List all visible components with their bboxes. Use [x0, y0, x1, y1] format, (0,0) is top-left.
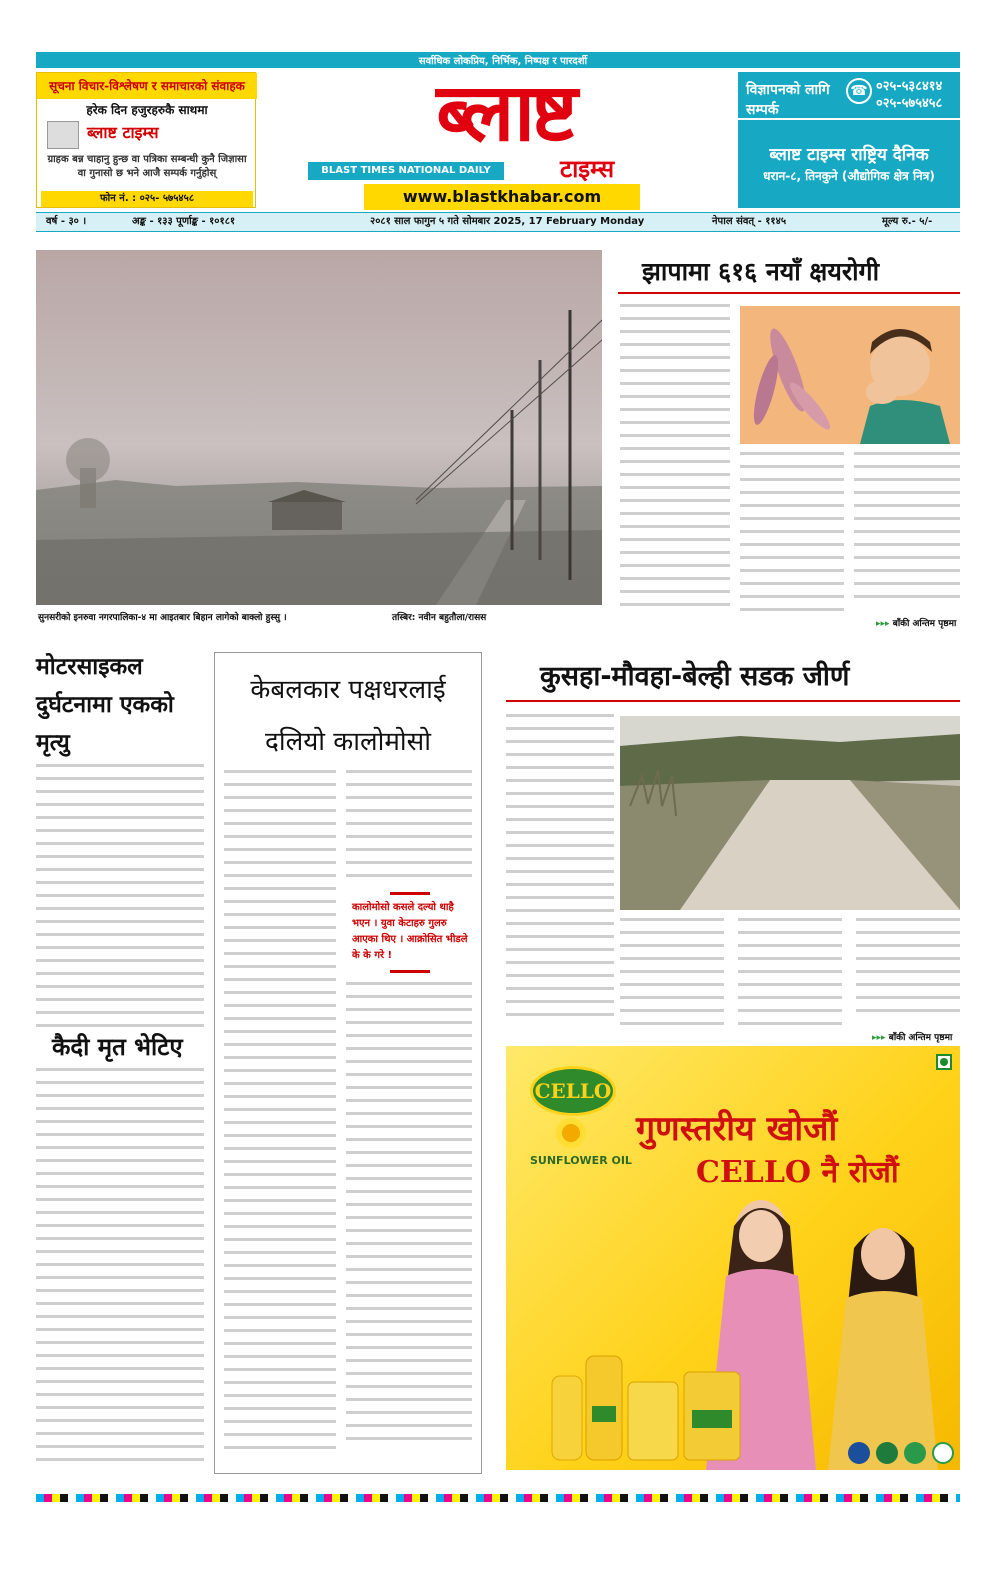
- advert-phones: [876, 78, 942, 112]
- subscription-ad-phone: फोन नं. : ०२५- ५७५४५८: [41, 191, 253, 207]
- tb-story-continued: [876, 616, 956, 629]
- tb-story-text-col2: [740, 452, 844, 616]
- prisoner-story-text: [36, 1068, 204, 1470]
- cello-brand-badge: CELLO: [530, 1066, 616, 1116]
- tb-story-text: [620, 304, 730, 616]
- road-story-text-col3: [738, 918, 842, 1036]
- cable-story-text-col2: [346, 770, 472, 890]
- print-registration-bar: [36, 1494, 960, 1502]
- oil-products: [546, 1346, 746, 1464]
- advert-phone-2: ०२५-५७५४५८: [876, 96, 943, 111]
- certification-icon: [876, 1442, 898, 1464]
- cello-slogan-2: CELLO नै रोजौं: [696, 1155, 899, 1190]
- cable-story-text-col3: [346, 982, 472, 1460]
- advert-contact-title: विज्ञापनको लागि सम्पर्क: [746, 82, 830, 118]
- certification-icon: [932, 1442, 954, 1464]
- cable-story-headline: केबलकार पक्षधरलाई दलियो कालोमोसो: [250, 675, 446, 757]
- advert-phone-1: ०२५-५३८४१४: [876, 79, 943, 94]
- subscription-ad-line2: हरेक दिन हजुरहरुकै साथमा: [86, 103, 208, 117]
- certification-icons: [848, 1442, 958, 1466]
- subscription-ad-brand: ब्लाष्ट टाइम्स: [87, 123, 159, 142]
- road-story-text-col4: [856, 918, 960, 1024]
- cable-pullquote-rule-bottom: [390, 970, 430, 973]
- website-link[interactable]: www.blastkhabar.com: [364, 184, 640, 210]
- phone-icon: ☎: [846, 78, 872, 104]
- advert-contact-box: [738, 72, 960, 208]
- tb-story-headline: झापामा ६१६ नयाँ क्षयरोगी: [642, 257, 880, 286]
- road-story-headline: कुसहा-मौवहा-बेल्ही सडक जीर्ण: [540, 661, 850, 692]
- fog-photo: [36, 250, 602, 605]
- continued-arrows: ▸▸▸: [872, 1033, 889, 1043]
- cable-pullquote-rule: [390, 892, 430, 895]
- road-story-text-col2: [620, 918, 724, 1036]
- sunflower-icon: [556, 1118, 586, 1148]
- veg-mark-dot: [940, 1058, 948, 1066]
- newspaper-icon: [47, 121, 79, 149]
- prisoner-story-headline: कैदी मृत भेटिए: [52, 1033, 183, 1061]
- masthead-tagline: सर्वाधिक लोकप्रिय, निर्भिक, निष्पक्ष र पारदर्शी: [418, 56, 588, 67]
- tb-story-text-col3: [854, 452, 960, 608]
- certification-icon: [904, 1442, 926, 1464]
- cable-story-text: [224, 770, 336, 1460]
- road-story-text: [506, 714, 614, 1036]
- subscription-ad: [36, 72, 256, 208]
- subscription-ad-line3: ग्राहक बन्न चाहानु हुन्छ वा पत्रिका सम्बन्धी कुनै जिज्ञासा वा गुनासो छ भने आजै सम्पर्क गर्नुहोस्: [47, 154, 247, 179]
- model-right: [828, 1214, 938, 1470]
- advert-box-band: [738, 118, 960, 120]
- certification-icon: [848, 1442, 870, 1464]
- issue-year: वर्ष - ३० ।: [46, 216, 87, 227]
- nepal-sambat: नेपाल संवत् - ११४५: [712, 216, 787, 227]
- veg-mark-icon: [936, 1054, 952, 1070]
- advert-publisher-name: ब्लाष्ट टाइम्स राष्ट्रिय दैनिक: [769, 145, 929, 165]
- advert-publisher-address: धरान-८, तिनकुने (औद्योगिक क्षेत्र नित्र): [763, 169, 935, 183]
- issue-date: २०८१ साल फागुन ५ गते सोमबार 2025, 17 February Monday: [370, 216, 645, 227]
- issue-info-bar: [36, 212, 960, 232]
- road-story-continued: [872, 1030, 952, 1043]
- issue-price: मूल्य रु.- ५/-: [882, 216, 933, 227]
- moto-story-text: [36, 764, 204, 1032]
- road-story-continued-label: बाँकी अन्तिम पृष्ठमा: [888, 1033, 953, 1043]
- tb-story-continued-label: बाँकी अन्तिम पृष्ठमा: [892, 619, 957, 629]
- road-photo: [620, 716, 960, 910]
- issue-number: अङ्क - १३३ पूर्णाङ्क - १०१८१: [132, 216, 236, 227]
- newspaper-logo: ब्लाष्ट: [436, 65, 574, 159]
- continued-arrows: ▸▸▸: [876, 619, 893, 629]
- cello-advertisement: [506, 1046, 960, 1470]
- national-daily-label: BLAST TIMES NATIONAL DAILY: [308, 162, 504, 180]
- road-headline-rule: [506, 700, 960, 702]
- moto-story-headline: मोटरसाइकल दुर्घटनामा एकको मृत्यु: [36, 654, 174, 756]
- fog-photo-credit: तस्बिर: नवीन बहुतौला/रासस: [392, 613, 487, 623]
- tb-headline-rule: [618, 292, 960, 294]
- cello-product-name: SUNFLOWER OIL: [530, 1154, 632, 1167]
- cello-slogan-1: गुणस्तरीय खोजौं: [636, 1109, 838, 1149]
- subscription-ad-line1: सूचना विचार-विश्लेषण र समाचारको संवाहक: [37, 73, 257, 99]
- tb-illustration: [740, 306, 960, 444]
- newspaper-logo-sub: टाइम्स: [560, 155, 615, 183]
- fog-photo-caption: सुनसरीको इनरुवा नगरपालिका-४ मा आइतबार बिहान लागेको बाक्लो हुस्सु ।: [38, 613, 287, 623]
- cable-pullquote: कालोमोसो कसले दल्यो थाहै भएन । युवा केटाहरु गुलरु आएका थिए । आक्रोसित भीडले के के गरे !: [352, 902, 468, 961]
